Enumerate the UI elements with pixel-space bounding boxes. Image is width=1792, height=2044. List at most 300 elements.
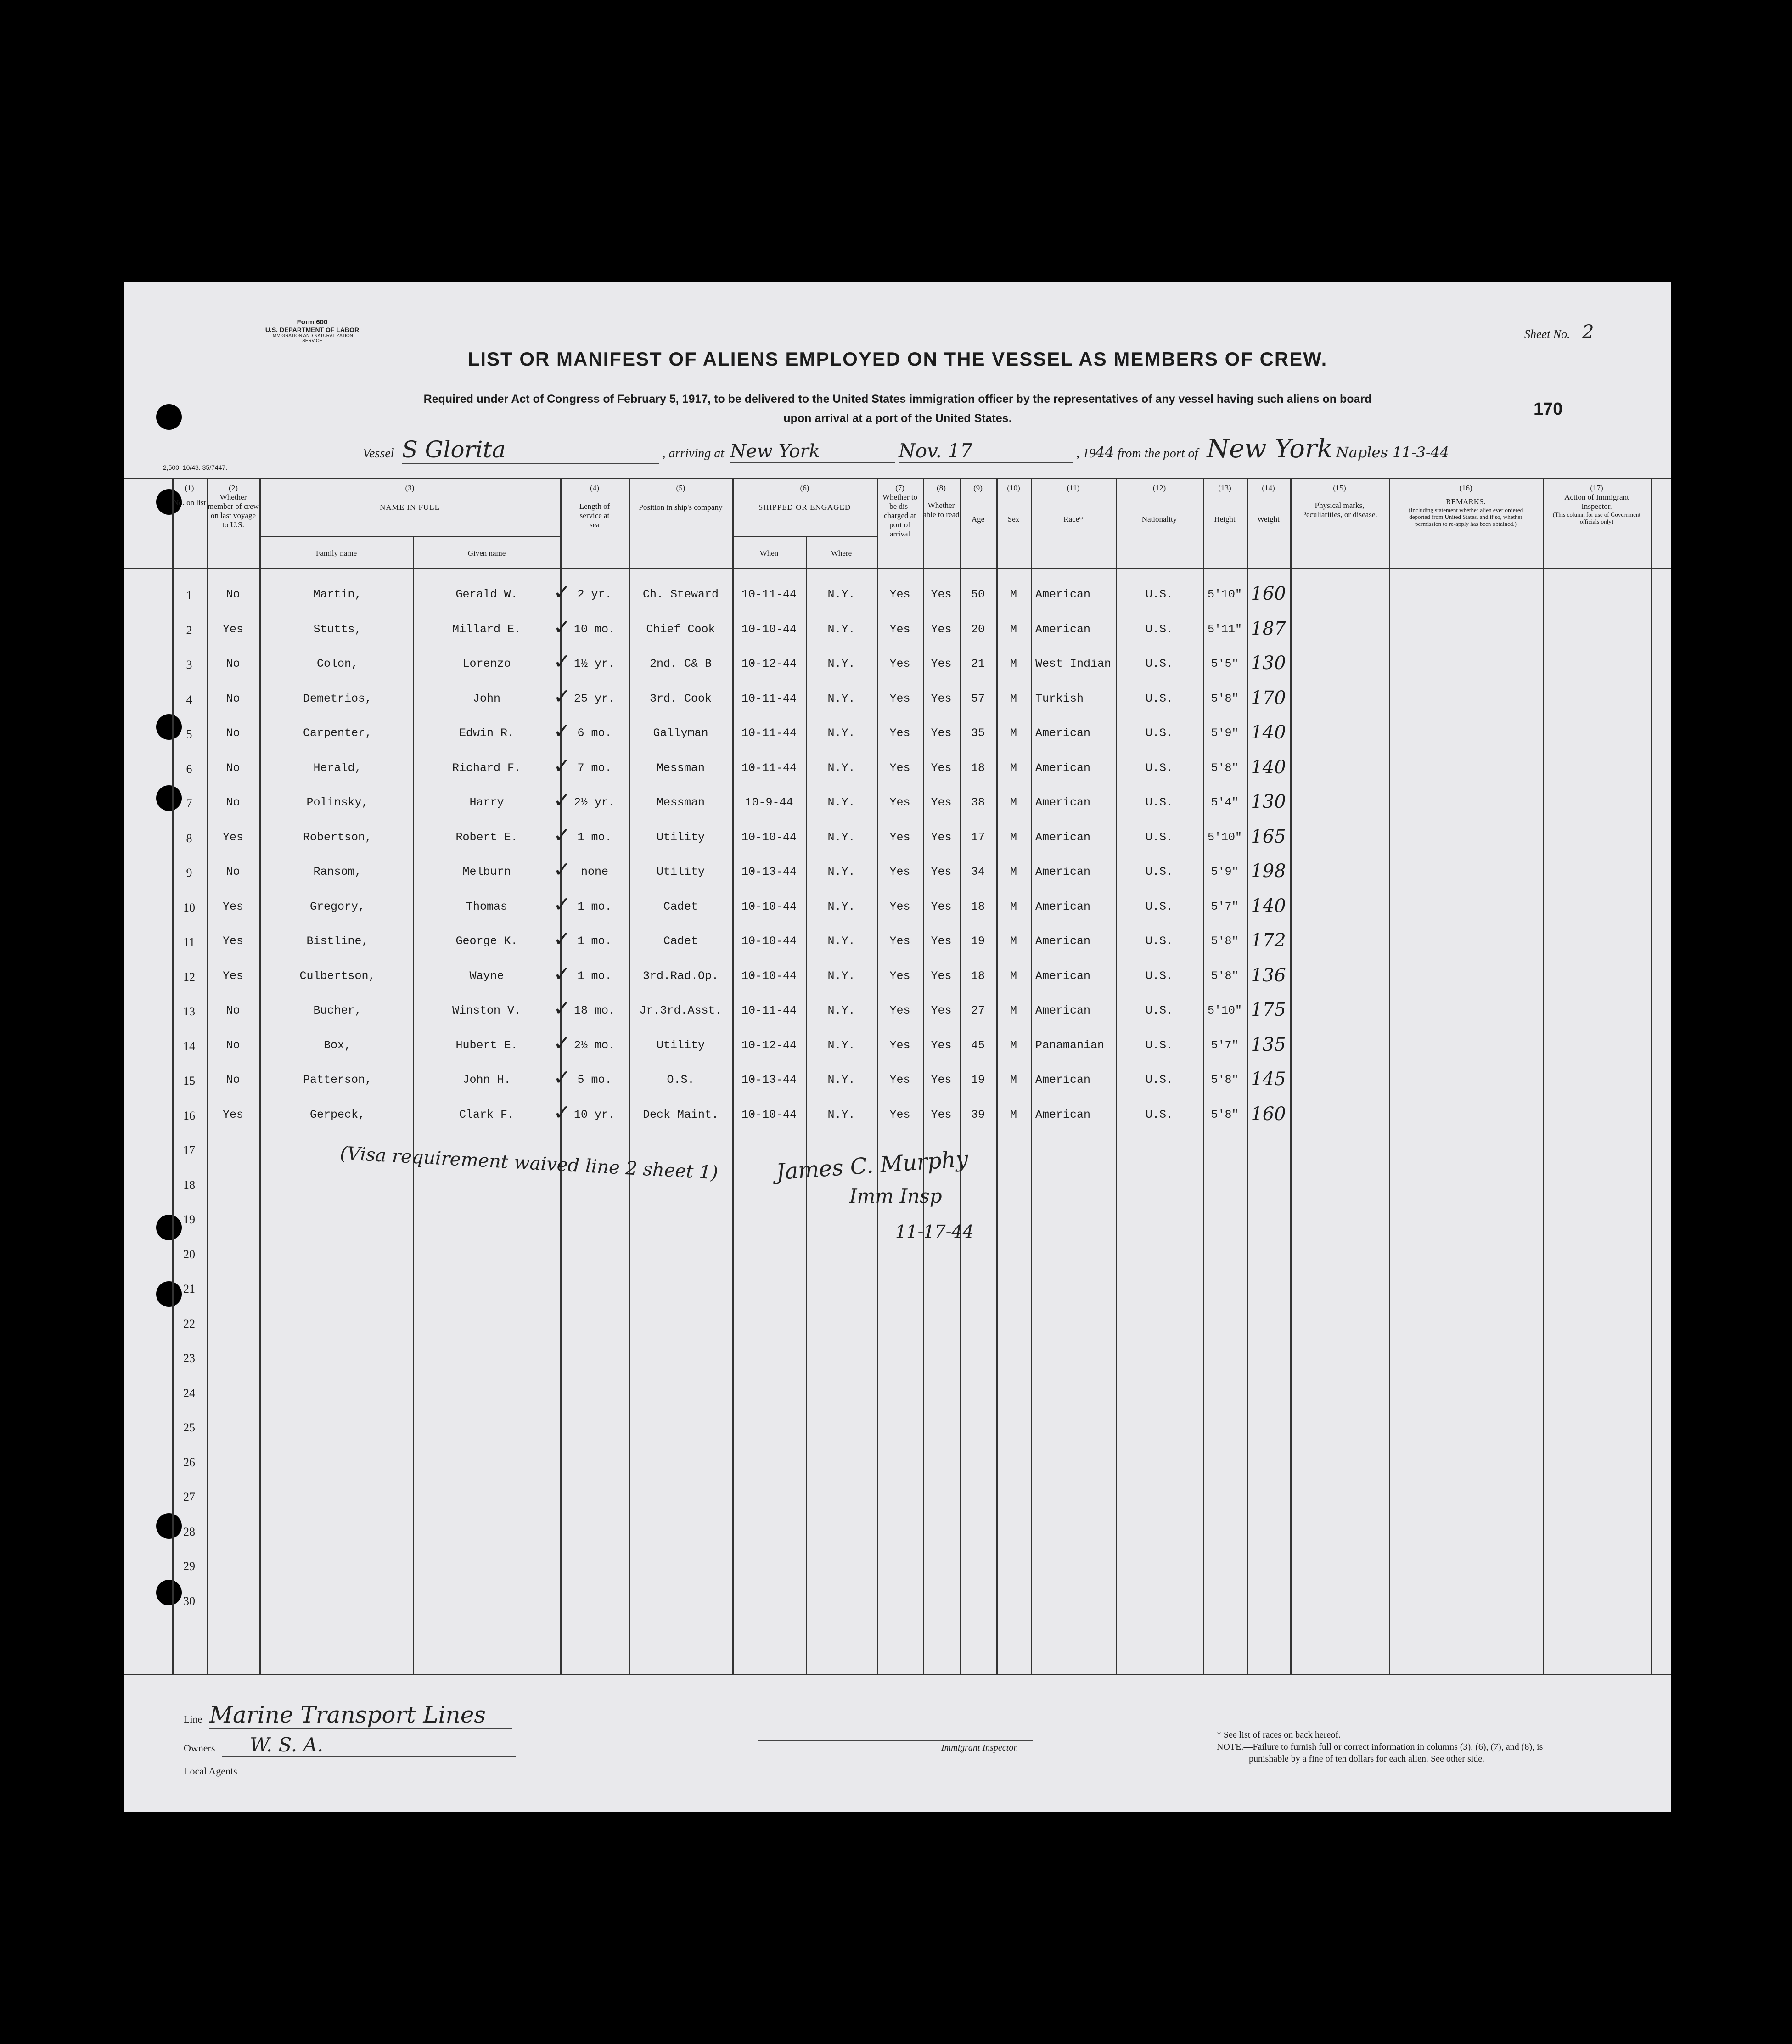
- header-bottom-border: [124, 568, 1671, 569]
- row-given-name: Clark F.: [459, 1108, 515, 1121]
- check-mark-icon: ✓: [553, 857, 571, 882]
- vessel-line: [363, 434, 1449, 464]
- row-weight: 187: [1251, 618, 1286, 639]
- penalty-note-2: punishable by a fine of ten dollars for each alien. See other side.: [1249, 1754, 1485, 1764]
- document-title: LIST OR MANIFEST OF ALIENS EMPLOYED ON THE VESSEL AS MEMBERS OF CREW.: [467, 348, 1328, 370]
- row-prev-voyage: Yes: [222, 1108, 243, 1121]
- row-height: 5'5": [1211, 657, 1239, 670]
- row-number: 12: [183, 970, 195, 984]
- row-age: 34: [971, 865, 985, 878]
- row-age: 27: [971, 1004, 985, 1017]
- row-family-name: Gerpeck,: [309, 1108, 365, 1121]
- row-service-length: 1 mo.: [577, 830, 612, 844]
- row-age: 57: [971, 692, 985, 705]
- row-race: American: [1035, 588, 1091, 601]
- row-race: Turkish: [1035, 692, 1084, 705]
- table-top-border: [124, 478, 1671, 479]
- check-mark-icon: ✓: [553, 649, 571, 674]
- row-number: 10: [183, 901, 195, 914]
- row-number: 5: [186, 727, 192, 741]
- row-given-name: Melburn: [462, 865, 511, 878]
- row-given-name: Richard F.: [452, 761, 522, 775]
- row-race: American: [1035, 830, 1091, 844]
- form-number: Form 600: [297, 318, 328, 326]
- row-nationality: U.S.: [1145, 726, 1173, 740]
- row-race: American: [1035, 796, 1091, 809]
- check-mark-icon: ✓: [553, 614, 571, 639]
- row-race: American: [1035, 969, 1091, 983]
- row-race: American: [1035, 865, 1091, 878]
- row-sex: M: [1010, 761, 1017, 775]
- row-able-to-read: Yes: [931, 726, 952, 740]
- row-discharged: Yes: [889, 1073, 910, 1087]
- row-family-name: Bistline,: [306, 935, 369, 948]
- row-age: 20: [971, 622, 985, 636]
- row-height: 5'8": [1211, 1108, 1239, 1121]
- line-value: Marine Transport Lines: [209, 1701, 512, 1729]
- row-able-to-read: Yes: [931, 1073, 952, 1087]
- row-age: 19: [971, 1073, 985, 1087]
- row-weight: 145: [1251, 1069, 1286, 1090]
- row-prev-voyage: No: [226, 865, 240, 878]
- row-service-length: 7 mo.: [577, 761, 612, 775]
- row-sex: M: [1010, 692, 1017, 705]
- row-number: 16: [183, 1109, 195, 1122]
- row-nationality: U.S.: [1145, 1073, 1173, 1087]
- row-number: 7: [186, 797, 192, 810]
- inspector-signature-line: [758, 1740, 1033, 1741]
- row-sex: M: [1010, 588, 1017, 601]
- row-height: 5'7": [1211, 1038, 1239, 1052]
- row-able-to-read: Yes: [931, 622, 952, 636]
- check-mark-icon: ✓: [553, 1065, 571, 1090]
- row-sex: M: [1010, 1073, 1017, 1087]
- row-height: 5'11": [1207, 622, 1242, 636]
- row-shipped-when: 10-10-44: [741, 830, 797, 844]
- row-nationality: U.S.: [1145, 865, 1173, 878]
- col-2-label: Whether member of crew on last voyage to U.S.: [208, 493, 259, 529]
- row-family-name: Bucher,: [313, 1004, 362, 1017]
- row-nationality: U.S.: [1145, 1004, 1173, 1017]
- row-race: American: [1035, 726, 1091, 740]
- empty-row-number: 29: [183, 1560, 195, 1573]
- row-family-name: Ransom,: [313, 865, 362, 878]
- row-number: 6: [186, 762, 192, 776]
- row-shipped-where: N.Y.: [827, 761, 855, 775]
- row-prev-voyage: No: [226, 796, 240, 809]
- column-divider: [1543, 478, 1544, 1674]
- row-sex: M: [1010, 935, 1017, 948]
- row-able-to-read: Yes: [931, 1038, 952, 1052]
- row-height: 5'8": [1211, 692, 1239, 705]
- subtitle-line1: Required under Act of Congress of February 5, 1917, to be delivered to the United States immigration officer by the representatives of any vessel having such aliens on board: [423, 393, 1372, 405]
- column-divider: [806, 537, 807, 1674]
- col-17-label: Action of Immigrant Inspector.: [1564, 493, 1629, 511]
- check-mark-icon: ✓: [553, 1099, 571, 1125]
- col-7-label: Whether to be dis-charged at port of arrival: [882, 493, 917, 538]
- row-shipped-when: 10-10-44: [741, 622, 797, 636]
- row-given-name: Wayne: [469, 969, 504, 983]
- row-discharged: Yes: [889, 1108, 910, 1121]
- row-given-name: Winston V.: [452, 1004, 522, 1017]
- row-family-name: Gregory,: [309, 900, 365, 913]
- races-note: * See list of races on back hereof.: [1217, 1730, 1341, 1740]
- empty-row-number: 30: [183, 1594, 195, 1608]
- row-position: Cadet: [663, 900, 698, 913]
- row-weight: 130: [1251, 791, 1286, 812]
- row-number: 13: [183, 1005, 195, 1018]
- row-nationality: U.S.: [1145, 761, 1173, 775]
- row-service-length: 5 mo.: [577, 1073, 612, 1087]
- row-family-name: Colon,: [316, 657, 358, 670]
- row-height: 5'10": [1207, 1004, 1242, 1017]
- row-nationality: U.S.: [1145, 622, 1173, 636]
- row-position: Chief Cook: [646, 622, 715, 636]
- line-label: Line: [184, 1713, 202, 1725]
- row-shipped-when: 10-10-44: [741, 1108, 797, 1121]
- row-age: 17: [971, 830, 985, 844]
- punch-hole: [156, 785, 182, 811]
- local-agents-value: [244, 1763, 524, 1774]
- row-nationality: U.S.: [1145, 935, 1173, 948]
- row-shipped-when: 10-11-44: [741, 692, 797, 705]
- col-4-number: (4): [590, 484, 599, 492]
- col-15-label: Physical marks, Peculiarities, or disease.: [1302, 501, 1377, 519]
- row-age: 19: [971, 935, 985, 948]
- check-mark-icon: ✓: [553, 580, 571, 604]
- col-10-number: (10): [1007, 484, 1020, 492]
- row-weight: 170: [1251, 687, 1286, 709]
- col-6-where-header: Where: [831, 549, 852, 557]
- row-height: 5'9": [1211, 865, 1239, 878]
- row-age: 18: [971, 900, 985, 913]
- col-13-number: (13): [1218, 484, 1231, 492]
- vessel-name: S Glorita: [402, 436, 659, 464]
- row-service-length: 2 yr.: [577, 588, 612, 601]
- row-prev-voyage: Yes: [222, 969, 243, 983]
- col-16-note: (Including statement whether alien ever ordered deported from United States, and if so, whether permission to re-apply has been obtained.): [1408, 507, 1523, 527]
- row-family-name: Culbertson,: [299, 969, 376, 983]
- row-given-name: Gerald W.: [455, 588, 518, 601]
- row-number: 11: [183, 935, 195, 949]
- row-able-to-read: Yes: [931, 588, 952, 601]
- row-sex: M: [1010, 796, 1017, 809]
- row-prev-voyage: Yes: [222, 935, 243, 948]
- arriving-date: Nov. 17: [899, 439, 1073, 463]
- row-position: 3rd. Cook: [649, 692, 712, 705]
- row-given-name: Thomas: [466, 900, 507, 913]
- table-bottom-border: [124, 1674, 1671, 1675]
- row-position: Ch. Steward: [642, 588, 719, 601]
- col-9-label: Age: [971, 515, 985, 524]
- column-divider: [1290, 478, 1292, 1674]
- row-service-length: 2½ mo.: [573, 1038, 615, 1052]
- row-nationality: U.S.: [1145, 692, 1173, 705]
- row-weight: 140: [1251, 756, 1286, 778]
- service-name: IMMIGRATION AND NATURALIZATION SERVICE: [271, 333, 353, 343]
- row-discharged: Yes: [889, 692, 910, 705]
- row-age: 50: [971, 588, 985, 601]
- row-sex: M: [1010, 622, 1017, 636]
- row-shipped-when: 10-9-44: [745, 796, 793, 809]
- row-race: American: [1035, 1108, 1091, 1121]
- row-given-name: John: [472, 692, 500, 705]
- row-shipped-when: 10-12-44: [741, 657, 797, 670]
- col-2-number: (2): [229, 484, 238, 492]
- row-age: 38: [971, 796, 985, 809]
- empty-row-number: 27: [183, 1490, 195, 1503]
- col-4-label: Length of service at sea: [579, 502, 610, 529]
- from-port: New York: [1207, 434, 1333, 464]
- row-height: 5'10": [1207, 588, 1242, 601]
- visa-waiver-note: (Visa requirement waived line 2 sheet 1): [339, 1143, 719, 1184]
- row-position: 2nd. C& B: [649, 657, 712, 670]
- row-able-to-read: Yes: [931, 796, 952, 809]
- row-weight: 175: [1251, 999, 1286, 1020]
- col-12-number: (12): [1152, 484, 1166, 492]
- column-divider: [1031, 478, 1032, 1674]
- row-shipped-when: 10-10-44: [741, 969, 797, 983]
- row-sex: M: [1010, 1108, 1017, 1121]
- row-shipped-where: N.Y.: [827, 1004, 855, 1017]
- empty-row-number: 24: [183, 1386, 195, 1400]
- row-number: 3: [186, 658, 192, 671]
- row-given-name: Robert E.: [455, 830, 518, 844]
- subheader-line: [732, 536, 877, 537]
- row-prev-voyage: No: [226, 1073, 240, 1087]
- punch-hole: [156, 1215, 182, 1240]
- row-weight: 135: [1251, 1034, 1286, 1055]
- row-sex: M: [1010, 1004, 1017, 1017]
- row-able-to-read: Yes: [931, 900, 952, 913]
- row-shipped-when: 10-13-44: [741, 865, 797, 878]
- row-number: 8: [186, 831, 192, 845]
- row-shipped-when: 10-13-44: [741, 1073, 797, 1087]
- row-weight: 130: [1251, 653, 1286, 674]
- empty-row-number: 17: [183, 1143, 195, 1157]
- row-weight: 160: [1251, 1103, 1286, 1125]
- row-service-length: 1½ yr.: [573, 657, 615, 670]
- row-height: 5'8": [1211, 935, 1239, 948]
- row-prev-voyage: No: [226, 588, 240, 601]
- row-shipped-when: 10-11-44: [741, 588, 797, 601]
- row-nationality: U.S.: [1145, 1108, 1173, 1121]
- row-prev-voyage: No: [226, 657, 240, 670]
- row-given-name: Hubert E.: [455, 1038, 518, 1052]
- col-3-family-header: Family name: [315, 549, 357, 557]
- col-17-number: (17): [1590, 484, 1603, 492]
- penalty-note-1: NOTE.—Failure to furnish full or correct information in columns (3), (6), (7), and (8), is: [1217, 1742, 1543, 1752]
- row-shipped-where: N.Y.: [827, 865, 855, 878]
- row-number: 4: [186, 693, 192, 706]
- check-mark-icon: ✓: [553, 683, 571, 709]
- year-prefix: , 19: [1076, 446, 1095, 461]
- row-prev-voyage: No: [226, 692, 240, 705]
- col-1-label: No. on list: [173, 498, 206, 507]
- row-weight: 140: [1251, 895, 1286, 917]
- col-14-label: Weight: [1257, 515, 1280, 524]
- row-sex: M: [1010, 900, 1017, 913]
- row-service-length: 1 mo.: [577, 969, 612, 983]
- owners-value: W. S. A.: [222, 1734, 516, 1757]
- row-shipped-where: N.Y.: [827, 830, 855, 844]
- col-3-number: (3): [405, 484, 415, 492]
- col-9-number: (9): [973, 484, 983, 492]
- row-prev-voyage: No: [226, 1004, 240, 1017]
- empty-row-number: 18: [183, 1178, 195, 1192]
- row-nationality: U.S.: [1145, 1038, 1173, 1052]
- row-age: 18: [971, 761, 985, 775]
- row-shipped-where: N.Y.: [827, 969, 855, 983]
- row-position: Messman: [656, 761, 705, 775]
- row-sex: M: [1010, 830, 1017, 844]
- col-10-label: Sex: [1007, 515, 1020, 524]
- row-number: 2: [186, 623, 192, 637]
- check-mark-icon: ✓: [553, 822, 571, 847]
- row-shipped-where: N.Y.: [827, 726, 855, 740]
- row-given-name: Edwin R.: [459, 726, 515, 740]
- row-discharged: Yes: [889, 1004, 910, 1017]
- from-port-label: from the port of: [1117, 446, 1198, 461]
- row-given-name: George K.: [455, 935, 518, 948]
- row-prev-voyage: Yes: [222, 622, 243, 636]
- row-family-name: Martin,: [313, 588, 362, 601]
- column-divider: [259, 478, 261, 1674]
- row-position: 3rd.Rad.Op.: [642, 969, 719, 983]
- row-race: West Indian: [1035, 657, 1112, 670]
- row-height: 5'8": [1211, 1073, 1239, 1087]
- check-mark-icon: ✓: [553, 996, 571, 1020]
- row-number: 15: [183, 1074, 195, 1087]
- row-service-length: 10 mo.: [573, 622, 615, 636]
- col-1-number: (1): [185, 484, 194, 492]
- column-divider: [1651, 478, 1652, 1674]
- signature-date: 11-17-44: [895, 1222, 974, 1242]
- row-service-length: 10 yr.: [573, 1108, 615, 1121]
- row-age: 35: [971, 726, 985, 740]
- row-shipped-where: N.Y.: [827, 935, 855, 948]
- row-sex: M: [1010, 726, 1017, 740]
- row-discharged: Yes: [889, 935, 910, 948]
- row-discharged: Yes: [889, 1038, 910, 1052]
- arriving-label: , arriving at: [662, 446, 724, 461]
- row-shipped-when: 10-11-44: [741, 761, 797, 775]
- row-family-name: Carpenter,: [303, 726, 372, 740]
- row-height: 5'7": [1211, 900, 1239, 913]
- row-weight: 198: [1251, 861, 1286, 882]
- row-race: American: [1035, 935, 1091, 948]
- row-prev-voyage: Yes: [222, 830, 243, 844]
- row-nationality: U.S.: [1145, 588, 1173, 601]
- row-nationality: U.S.: [1145, 657, 1173, 670]
- local-agents-label: Local Agents: [184, 1765, 237, 1777]
- row-race: American: [1035, 1073, 1091, 1087]
- row-race: American: [1035, 622, 1091, 636]
- row-discharged: Yes: [889, 969, 910, 983]
- row-position: Messman: [656, 796, 705, 809]
- row-service-length: 2½ yr.: [573, 796, 615, 809]
- row-shipped-where: N.Y.: [827, 796, 855, 809]
- row-shipped-where: N.Y.: [827, 1108, 855, 1121]
- row-shipped-where: N.Y.: [827, 1073, 855, 1087]
- vessel-label: Vessel: [363, 446, 394, 461]
- year: 44: [1095, 444, 1114, 461]
- row-race: American: [1035, 761, 1091, 775]
- row-weight: 165: [1251, 826, 1286, 847]
- col-14-number: (14): [1262, 484, 1275, 492]
- row-nationality: U.S.: [1145, 830, 1173, 844]
- col-11-label: Race*: [1063, 515, 1083, 524]
- col-17-note: (This column for use of Government officials only): [1553, 511, 1640, 525]
- row-shipped-where: N.Y.: [827, 657, 855, 670]
- row-given-name: Lorenzo: [462, 657, 511, 670]
- row-position: Cadet: [663, 935, 698, 948]
- col-6-number: (6): [800, 484, 809, 492]
- row-shipped-where: N.Y.: [827, 692, 855, 705]
- row-age: 21: [971, 657, 985, 670]
- col-15-number: (15): [1333, 484, 1346, 492]
- empty-row-number: 25: [183, 1421, 195, 1434]
- col-16-number: (16): [1459, 484, 1472, 492]
- col-8-number: (8): [937, 484, 946, 492]
- empty-row-number: 23: [183, 1351, 195, 1365]
- row-race: Panamanian: [1035, 1038, 1105, 1052]
- row-age: 45: [971, 1038, 985, 1052]
- row-given-name: John H.: [462, 1073, 511, 1087]
- empty-row-number: 20: [183, 1247, 195, 1261]
- row-shipped-when: 10-12-44: [741, 1038, 797, 1052]
- row-service-length: 18 mo.: [573, 1004, 615, 1017]
- col-16-label: REMARKS.: [1446, 497, 1486, 506]
- owners-label: Owners: [184, 1742, 215, 1754]
- row-discharged: Yes: [889, 588, 910, 601]
- row-sex: M: [1010, 657, 1017, 670]
- row-sex: M: [1010, 1038, 1017, 1052]
- col-3-label: NAME IN FULL: [380, 503, 440, 512]
- row-prev-voyage: No: [226, 726, 240, 740]
- row-position: Gallyman: [653, 726, 708, 740]
- row-shipped-when: 10-10-44: [741, 900, 797, 913]
- row-position: Utility: [656, 1038, 705, 1052]
- page-number: 170: [1534, 400, 1563, 419]
- row-race: American: [1035, 900, 1091, 913]
- row-given-name: Harry: [469, 796, 504, 809]
- row-shipped-where: N.Y.: [827, 622, 855, 636]
- punch-hole: [156, 714, 182, 740]
- check-mark-icon: ✓: [553, 718, 571, 743]
- row-race: American: [1035, 1004, 1091, 1017]
- row-service-length: 1 mo.: [577, 935, 612, 948]
- row-family-name: Herald,: [313, 761, 362, 775]
- row-able-to-read: Yes: [931, 1108, 952, 1121]
- row-discharged: Yes: [889, 830, 910, 844]
- department-name: U.S. DEPARTMENT OF LABOR: [265, 326, 360, 333]
- row-number: 14: [183, 1039, 195, 1053]
- subheader-line: [259, 536, 560, 537]
- print-code: 2,500. 10/43. 35/7447.: [163, 464, 228, 471]
- punch-hole: [156, 1513, 182, 1539]
- row-family-name: Box,: [323, 1038, 351, 1052]
- row-discharged: Yes: [889, 657, 910, 670]
- row-prev-voyage: Yes: [222, 900, 243, 913]
- row-age: 39: [971, 1108, 985, 1121]
- empty-row-number: 22: [183, 1317, 195, 1330]
- from-port-extra: Naples 11-3-44: [1336, 444, 1449, 461]
- row-service-length: 1 mo.: [577, 900, 612, 913]
- row-height: 5'10": [1207, 830, 1242, 844]
- check-mark-icon: ✓: [553, 926, 571, 951]
- row-height: 5'8": [1211, 969, 1239, 983]
